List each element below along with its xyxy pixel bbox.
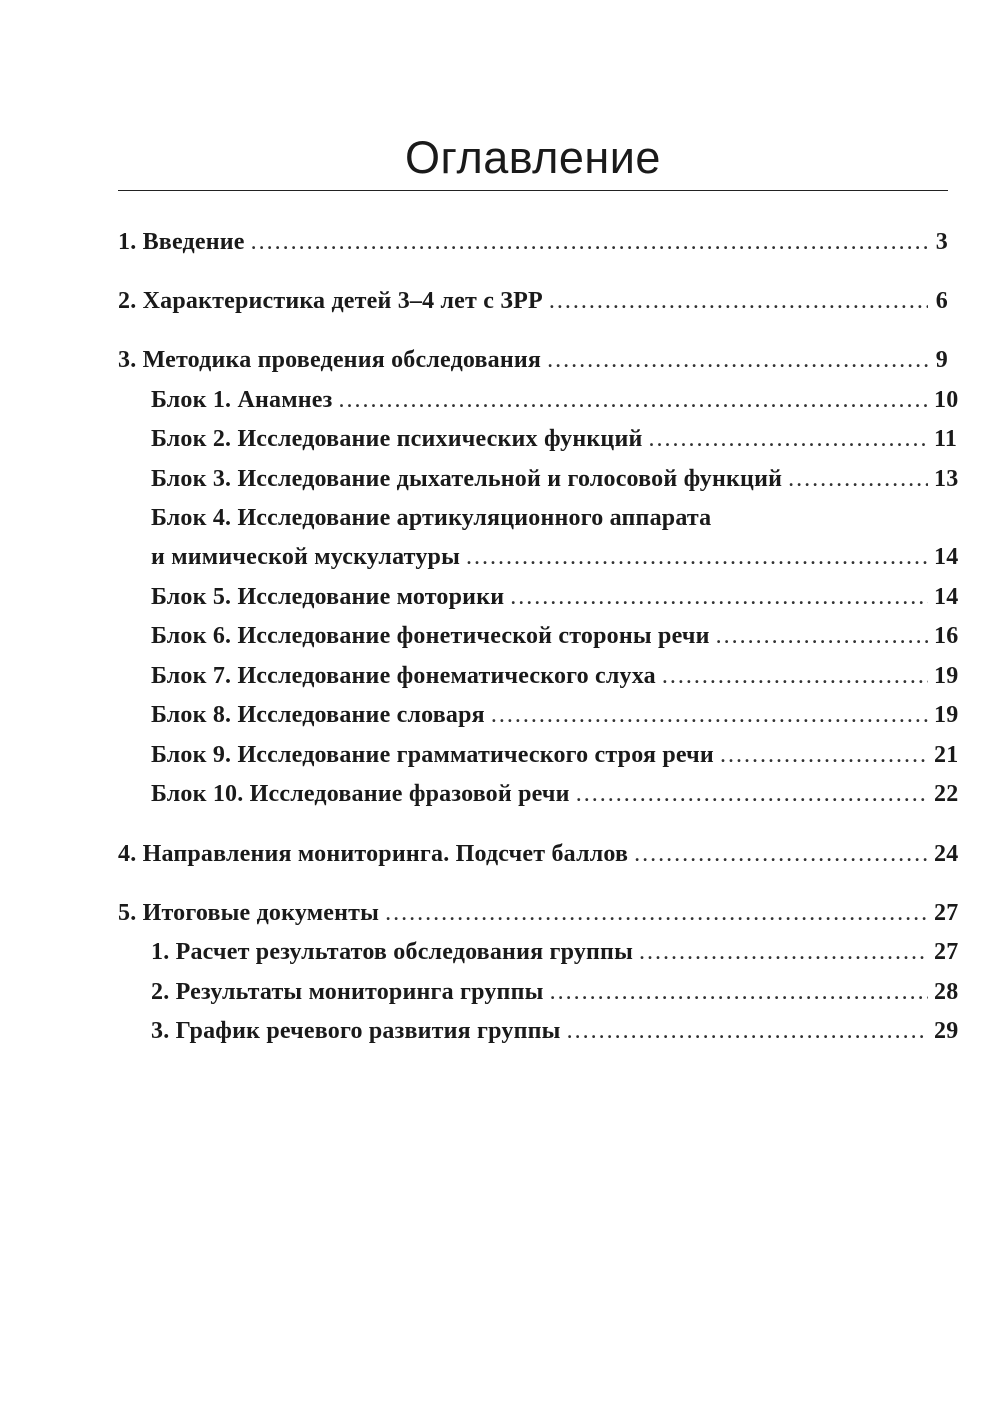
toc-entry-label: 2. Результаты мониторинга группы <box>151 979 544 1005</box>
toc-entry-label: Блок 1. Анамнез <box>151 387 333 413</box>
toc-entry-label: 5. Итоговые документы <box>118 900 380 926</box>
toc-entry-final-3[interactable] <box>151 1011 959 1051</box>
toc-entry-methodology[interactable] <box>118 340 948 380</box>
dot-leader <box>567 1011 928 1051</box>
toc-entry-page: 13 <box>934 466 959 492</box>
toc-entry-page: 9 <box>935 347 948 373</box>
toc-entry-block-4-continued[interactable] <box>151 537 959 577</box>
toc-entry-monitoring[interactable] <box>118 834 959 874</box>
dot-leader <box>634 834 928 874</box>
toc-entry-page: 29 <box>934 1018 959 1044</box>
toc-entry-page: 10 <box>934 387 959 413</box>
toc-entry-label: 1. Введение <box>118 229 245 255</box>
toc-entry-label: Блок 7. Исследование фонематического слуха <box>151 663 656 689</box>
toc-entry-page: 16 <box>934 623 959 649</box>
page-title: Оглавление <box>405 132 661 183</box>
toc-entry-label: Блок 2. Исследование психических функций <box>151 426 643 452</box>
toc-entry-label: Блок 8. Исследование словаря <box>151 702 485 728</box>
dot-leader <box>338 380 928 420</box>
toc-entry-final-1[interactable] <box>151 932 959 972</box>
title-divider <box>118 190 948 191</box>
toc-entry-label: 4. Направления мониторинга. Подсчет баллов <box>118 841 629 867</box>
toc-entry-page: 28 <box>934 979 959 1005</box>
dot-leader <box>491 695 928 735</box>
toc-entry-label: Блок 3. Исследование дыхательной и голосовой функций <box>151 466 783 492</box>
toc-entry-label: 1. Расчет результатов обследования группы <box>151 939 634 965</box>
toc-entry-page: 27 <box>934 900 959 926</box>
toc-entry-label: Блок 9. Исследование грамматического строя речи <box>151 742 714 768</box>
toc-entry-block-1[interactable] <box>151 380 959 420</box>
toc-entry-block-10[interactable] <box>151 774 959 814</box>
dot-leader <box>550 972 928 1012</box>
toc-entry-page: 11 <box>934 426 958 452</box>
toc-entry-label: Блок 6. Исследование фонетической стороны речи <box>151 623 710 649</box>
dot-leader <box>788 459 928 499</box>
dot-leader <box>662 656 928 696</box>
toc-entry-page: 14 <box>934 584 959 610</box>
dot-leader <box>466 537 928 577</box>
dot-leader <box>549 281 928 321</box>
toc-entry-label: 3. Методика проведения обследования <box>118 347 542 373</box>
toc-entry-label: Блок 4. Исследование артикуляционного аппарата <box>151 505 712 531</box>
toc-entry-final-documents[interactable] <box>118 893 959 933</box>
toc-entry-block-4[interactable] <box>151 498 948 538</box>
dot-leader <box>547 340 928 380</box>
dot-leader <box>649 419 928 459</box>
toc-entry-block-2[interactable] <box>151 419 958 459</box>
toc-entry-page: 14 <box>934 544 959 570</box>
toc-entry-page: 19 <box>934 702 959 728</box>
toc-entry-label: Блок 10. Исследование фразовой речи <box>151 781 570 807</box>
toc-entry-page: 24 <box>934 841 959 867</box>
toc-entry-page: 21 <box>934 742 959 768</box>
dot-leader <box>716 616 928 656</box>
dot-leader <box>510 577 928 617</box>
toc-entry-label: 2. Характеристика детей 3–4 лет с ЗРР <box>118 288 543 314</box>
toc-entry-label: 3. График речевого развития группы <box>151 1018 561 1044</box>
toc-entry-label: Блок 5. Исследование моторики <box>151 584 505 610</box>
toc-entry-page: 19 <box>934 663 959 689</box>
toc-entry-page: 27 <box>934 939 959 965</box>
toc-entry-label: и мимической мускулатуры <box>151 544 461 570</box>
dot-leader <box>720 735 928 775</box>
toc-entry-block-5[interactable] <box>151 577 959 617</box>
toc-entry-block-3[interactable] <box>151 459 959 499</box>
toc-entry-characteristics[interactable] <box>118 281 948 321</box>
toc-entry-final-2[interactable] <box>151 972 959 1012</box>
dot-leader <box>251 222 928 262</box>
toc-entry-page: 22 <box>934 781 959 807</box>
toc-entry-block-9[interactable] <box>151 735 959 775</box>
dot-leader <box>385 893 928 933</box>
toc-entry-introduction[interactable] <box>118 222 948 262</box>
toc-entry-block-6[interactable] <box>151 616 959 656</box>
toc-entry-page: 3 <box>935 229 948 255</box>
dot-leader <box>639 932 928 972</box>
dot-leader <box>576 774 928 814</box>
toc-entry-block-8[interactable] <box>151 695 959 735</box>
toc-entry-block-7[interactable] <box>151 656 959 696</box>
toc-entry-page: 6 <box>935 288 948 314</box>
